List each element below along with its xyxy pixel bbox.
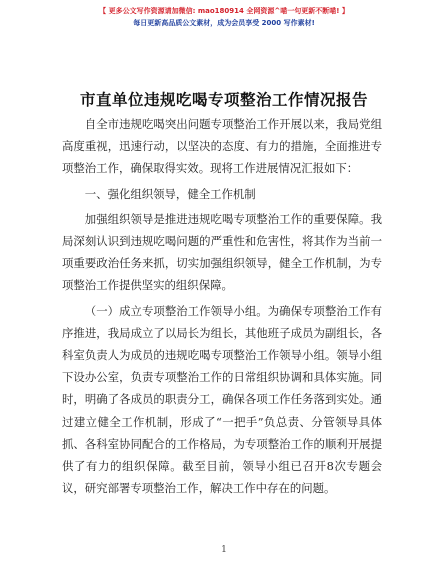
body-paragraph-1: 加强组织领导是推进违规吃喝专项整治工作的重要保障。我局深刻认识到违规吃喝问题的严重性和危害性，将其作为当前一项重要政治任务来抓，切实加强组织领导，健全工作机制，为专项整治工作提供坚实的组织保障。 <box>62 211 382 293</box>
document-title: 市直单位违规吃喝专项整治工作情况报告 <box>79 91 368 109</box>
promo-banner-line-2: 每日更新高品质公文素材，成为会员享受 2000 写作素材! <box>133 19 315 27</box>
page-number: 1 <box>221 545 227 555</box>
promo-banner <box>0 6 448 28</box>
body-paragraph-2: （一）成立专项整治工作领导小组。为确保专项整治工作有序推进，我局成立了以局长为组长，其他班子成员为副组长，各科室负责人为成员的违规吃喝专项整治工作领导小组。领导小组下设办公室，负责专项整治工作的日常组织协调和具体实施。同时，明确了各成员的职责分工，确保各项工作任务落到实处。通过建立健全工作机制，形成了“一把手”负总责、分管领导具体抓、各科室协同配合的工作格局，为专项整治工作的顺利开展提供了有力的组织保障。截至目前，领导小组已召开8次专题会议，研究部署专项整治工作，解决工作中存在的问题。 <box>62 303 382 496</box>
section-heading-1: 一、强化组织领导，健全工作机制 <box>84 186 256 201</box>
promo-banner-line-1: 【 更多公文写作资源请加微信: mao180914 全网资源^喵一句更新不断喵! 】 <box>99 7 349 15</box>
document-body <box>62 113 382 502</box>
intro-paragraph: 自全市违规吃喝突出问题专项整治工作开展以来，我局党组高度重视，迅速行动，以坚决的态度、有力的措施，全面推进专项整治工作，确保取得实效。现将工作进展情况汇报如下： <box>62 117 382 176</box>
